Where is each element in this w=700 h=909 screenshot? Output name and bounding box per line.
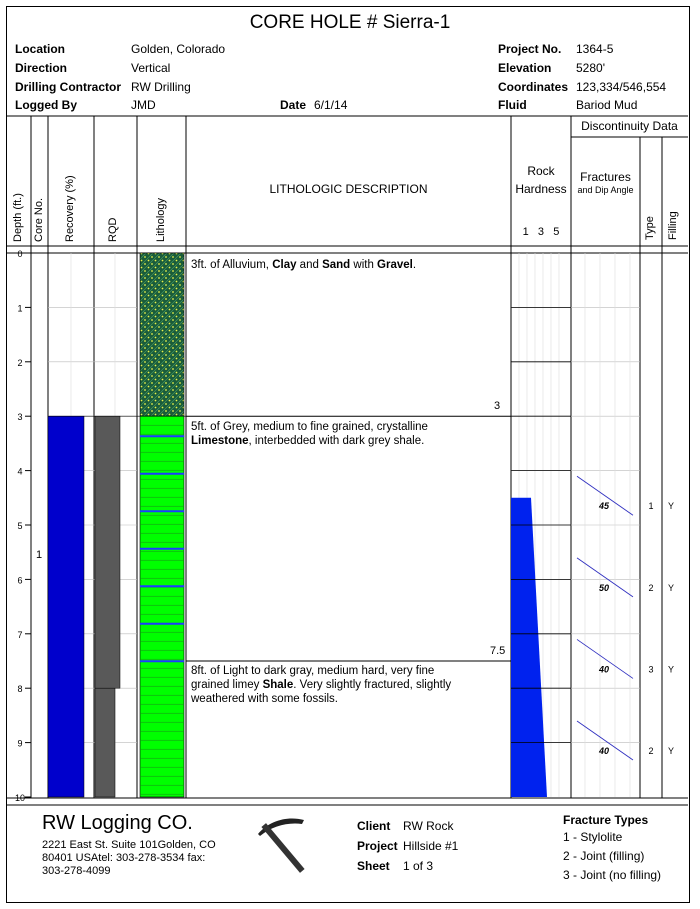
dip-angle-header: and Dip Angle — [577, 185, 634, 195]
rqd-column-header: RQD — [107, 217, 119, 242]
depth-tick-label: 6 — [17, 575, 23, 586]
unit-shale-description: 8ft. of Light to dark gray, medium hard, very fine grained limey Shale. Very slightly fractured, slightly weathered with some fossils. — [191, 665, 452, 705]
filling-column-header: Filling — [667, 211, 679, 240]
date-value: 6/1/14 — [314, 98, 348, 112]
fractures-header: Fractures — [580, 170, 631, 184]
lithology-column — [140, 253, 184, 797]
depth-tick-label: 0 — [17, 249, 23, 259]
hardness-scale-ticks: 1 3 5 — [522, 226, 560, 238]
fluid-label: Fluid — [498, 98, 527, 112]
unit-boundary-label-7-5: 7.5 — [490, 645, 506, 657]
location-label: Location — [15, 42, 65, 56]
elevation-label: Elevation — [498, 61, 552, 75]
fracture-filling-label: Y — [667, 501, 675, 512]
recovery-bars — [48, 416, 84, 797]
logged-by-value: JMD — [131, 98, 156, 112]
fracture-type-2: 2 - Joint (filling) — [563, 849, 645, 863]
company-address: 2221 East St. Suite 101Golden, CO 80401 USAtel: 303-278-3534 fax: 303-278-4099 — [42, 839, 216, 877]
date-label: Date — [280, 98, 307, 112]
client-value: RW Rock — [403, 819, 454, 833]
fracture-angle-label: 40 — [598, 664, 610, 675]
direction-value: Vertical — [131, 61, 171, 75]
fracture-type-label: 3 — [648, 664, 654, 675]
depth-tick-label: 2 — [17, 357, 23, 368]
location-value: Golden, Colorado — [131, 42, 226, 56]
project-no-value: 1364-5 — [576, 42, 614, 56]
sheet-value: 1 of 3 — [403, 859, 434, 873]
depth-tick-label: 10 — [14, 793, 26, 803]
depth-tick-label: 4 — [17, 466, 23, 477]
rock-hardness-header: Rock Hardness — [515, 164, 567, 196]
contractor-label: Drilling Contractor — [15, 80, 122, 94]
page-title: CORE HOLE # Sierra-1 — [249, 12, 451, 33]
hardness-profile — [511, 307, 571, 797]
elevation-value: 5280' — [576, 61, 605, 75]
fracture-type-1: 1 - Stylolite — [563, 830, 623, 844]
coordinates-label: Coordinates — [498, 80, 569, 94]
unit-boundary-label-3: 3 — [494, 400, 501, 412]
logged-by-label: Logged By — [15, 98, 77, 112]
core-no-column-header: Core No. — [33, 197, 45, 242]
depth-tick-label: 1 — [17, 303, 23, 314]
direction-label: Direction — [15, 61, 68, 75]
fracture-types-title: Fracture Types — [563, 813, 649, 827]
fracture-filling-label: Y — [667, 746, 675, 757]
fracture-type-3: 3 - Joint (no filling) — [563, 868, 662, 882]
depth-axis — [15, 249, 31, 803]
company-name: RW Logging CO. — [42, 812, 193, 834]
sheet-label: Sheet — [357, 859, 390, 873]
recovery-column-header: Recovery (%) — [64, 175, 76, 242]
fracture-angle-label: 45 — [598, 501, 610, 512]
fracture-type-label: 2 — [648, 746, 654, 757]
unit-alluvium-description: 3ft. of Alluvium, Clay and Sand with Gravel. — [191, 259, 417, 271]
pick-hammer-icon — [250, 812, 322, 882]
lithology-alluvium — [140, 253, 184, 416]
contractor-value: RW Drilling — [131, 80, 191, 94]
depth-column-header: Depth (ft.) — [12, 193, 24, 242]
fluid-value: Bariod Mud — [576, 98, 638, 112]
depth-tick-label: 8 — [17, 684, 23, 695]
recovery-bar — [48, 416, 84, 797]
project-value: Hillside #1 — [403, 839, 459, 853]
fracture-type-label: 1 — [648, 501, 654, 512]
fracture-angle-label: 50 — [598, 582, 610, 593]
client-label: Client — [357, 819, 391, 833]
rqd-bar — [95, 416, 120, 688]
discontinuity-header: Discontinuity Data — [581, 119, 678, 133]
fracture-type-label: 2 — [648, 582, 654, 593]
coordinates-value: 123,334/546,554 — [576, 80, 667, 94]
hardness-area — [511, 498, 547, 797]
project-label: Project — [357, 839, 398, 853]
fracture-filling-label: Y — [667, 582, 675, 593]
depth-tick-label: 5 — [17, 521, 23, 531]
description-column-header: LITHOLOGIC DESCRIPTION — [269, 182, 428, 196]
lithology-column-header: Lithology — [155, 197, 167, 242]
fracture-filling-label: Y — [667, 664, 675, 675]
type-column-header: Type — [644, 216, 656, 240]
depth-tick-label: 7 — [17, 629, 23, 640]
depth-tick-label: 9 — [17, 738, 23, 749]
unit-limestone-description: 5ft. of Grey, medium to fine grained, crystalline Limestone, interbedded with dark grey shale. — [191, 421, 428, 447]
fracture-marks — [577, 476, 674, 760]
core-number: 1 — [36, 549, 43, 561]
depth-tick-label: 3 — [17, 412, 23, 423]
rqd-bars — [95, 416, 120, 797]
fracture-angle-label: 40 — [598, 746, 610, 757]
project-no-label: Project No. — [498, 42, 562, 56]
rqd-bar — [95, 688, 115, 797]
